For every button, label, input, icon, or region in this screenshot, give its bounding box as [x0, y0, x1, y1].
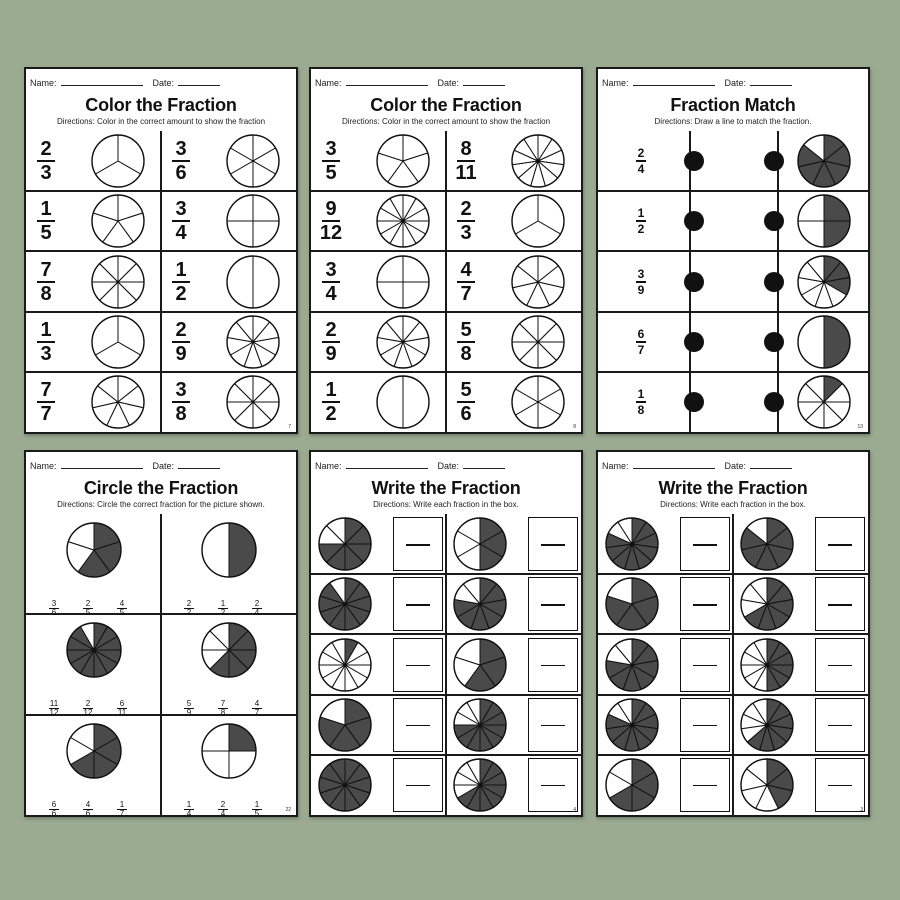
pie-slice	[253, 256, 279, 308]
name-date-row	[30, 77, 292, 88]
fraction-circle[interactable]	[510, 193, 566, 249]
worksheet-header	[26, 69, 296, 131]
fraction-option[interactable]	[181, 700, 197, 717]
fraction-circle[interactable]	[375, 133, 431, 189]
answer-box[interactable]	[528, 758, 578, 812]
numerator: 5	[186, 699, 192, 709]
fraction-option[interactable]	[114, 600, 130, 617]
denominator: 4	[220, 808, 226, 818]
fraction-circle[interactable]	[739, 697, 795, 753]
fraction-circle[interactable]	[90, 254, 146, 310]
name-blank[interactable]	[633, 77, 715, 86]
directions: Directions: Color in the correct amount to show the fraction	[341, 117, 551, 126]
date-blank[interactable]	[463, 460, 505, 469]
fraction-option[interactable]	[46, 700, 62, 717]
numerator: 3	[325, 138, 337, 161]
fraction-line	[541, 604, 565, 606]
fraction-circle[interactable]	[796, 374, 852, 430]
fraction-circle[interactable]	[452, 757, 508, 813]
page-number: 4	[573, 807, 576, 813]
fraction-circle[interactable]	[65, 722, 123, 780]
denominator: 12	[83, 708, 93, 718]
fraction-circle[interactable]	[225, 133, 281, 189]
denominator: 4	[186, 808, 192, 818]
fraction-circle[interactable]	[200, 621, 258, 679]
answer-box[interactable]	[528, 698, 578, 752]
numerator: 2	[85, 699, 91, 709]
pie-slice	[377, 376, 403, 428]
answer-box[interactable]	[528, 517, 578, 571]
fraction-circle[interactable]	[225, 193, 281, 249]
fraction-circle[interactable]	[739, 757, 795, 813]
worksheet-title: Write the Fraction	[371, 478, 521, 498]
denominator: 7	[637, 342, 645, 357]
denominator: 12	[49, 708, 59, 718]
answer-box[interactable]	[680, 698, 730, 752]
numerator: 4	[85, 799, 91, 809]
pie-slice	[227, 256, 253, 308]
fraction-line	[693, 785, 717, 787]
denominator: 2	[325, 402, 337, 425]
fraction-label	[634, 147, 648, 175]
worksheet-header	[311, 69, 581, 131]
date-label: Date:	[724, 461, 747, 471]
fraction-label	[169, 260, 193, 304]
fraction-option[interactable]	[249, 801, 265, 818]
numerator: 9	[325, 198, 337, 221]
answer-box[interactable]	[680, 577, 730, 631]
fraction-option[interactable]	[181, 801, 197, 818]
fraction-option[interactable]	[80, 700, 96, 717]
numerator: 3	[175, 198, 187, 221]
fraction-option[interactable]	[215, 801, 231, 818]
match-dot-left[interactable]	[684, 151, 704, 171]
denominator: 7	[254, 708, 260, 718]
name-label: Name:	[315, 461, 342, 471]
pie-slice	[824, 316, 850, 368]
worksheet-header	[598, 452, 868, 514]
directions: Directions: Write each fraction in the box.	[660, 500, 806, 509]
date-label: Date:	[437, 78, 460, 88]
denominator: 6	[85, 808, 91, 818]
fraction-line	[406, 725, 430, 727]
numerator: 2	[220, 799, 226, 809]
denominator: 8	[460, 342, 472, 365]
fraction-circle[interactable]	[604, 576, 660, 632]
name-label: Name:	[315, 78, 342, 88]
fraction-circle[interactable]	[375, 193, 431, 249]
date-label: Date:	[724, 78, 747, 88]
fraction-line	[828, 544, 852, 546]
numerator: 6	[119, 699, 125, 709]
fraction-label	[169, 199, 193, 243]
fraction-label	[34, 380, 58, 424]
numerator: 3	[325, 258, 337, 281]
answer-box[interactable]	[680, 517, 730, 571]
fraction-option[interactable]	[181, 600, 197, 617]
numerator: 8	[460, 138, 472, 161]
answer-box[interactable]	[815, 758, 865, 812]
fraction-circle[interactable]	[510, 133, 566, 189]
denominator: 8	[175, 402, 187, 425]
page-number: 3	[860, 807, 863, 813]
fraction-circle[interactable]	[796, 314, 852, 370]
denominator: 2	[175, 282, 187, 305]
name-label: Name:	[602, 78, 629, 88]
numerator: 1	[637, 206, 645, 221]
numerator: 1	[40, 198, 52, 221]
fraction-option[interactable]	[215, 600, 231, 617]
numerator: 2	[637, 146, 645, 161]
fraction-circle[interactable]	[796, 254, 852, 310]
name-blank[interactable]	[61, 460, 143, 469]
worksheet	[309, 450, 583, 817]
fraction-line	[541, 544, 565, 546]
worksheet-title: Color the Fraction	[370, 95, 522, 115]
fraction-circle[interactable]	[796, 133, 852, 189]
answer-box[interactable]	[680, 758, 730, 812]
fraction-label	[454, 260, 478, 304]
fraction-label	[34, 139, 58, 183]
fraction-option[interactable]	[80, 600, 96, 617]
name-label: Name:	[30, 461, 57, 471]
denominator: 4	[254, 608, 260, 617]
fraction-circle[interactable]	[90, 133, 146, 189]
fraction-label	[169, 380, 193, 424]
denominator: 2	[186, 608, 192, 617]
worksheet	[309, 67, 583, 434]
numerator: 4	[460, 258, 472, 281]
numerator: 11	[49, 699, 59, 709]
date-blank[interactable]	[178, 460, 220, 469]
numerator: 1	[175, 258, 187, 281]
denominator: 6	[51, 808, 57, 818]
name-date-row	[602, 77, 864, 88]
denominator: 8	[220, 708, 226, 718]
pie-slice	[202, 523, 229, 577]
denominator: 11	[455, 162, 477, 185]
date-blank[interactable]	[750, 77, 792, 86]
fraction-label	[169, 320, 193, 364]
answer-box[interactable]	[393, 758, 443, 812]
numerator: 4	[119, 599, 125, 608]
denominator: 6	[51, 608, 57, 617]
page-number: 22	[285, 807, 291, 813]
fraction-circle[interactable]	[200, 521, 258, 579]
fraction-label	[634, 207, 648, 235]
fraction-line	[406, 604, 430, 606]
name-date-row	[602, 460, 864, 471]
answer-box[interactable]	[815, 577, 865, 631]
numerator: 5	[460, 318, 472, 341]
pie-slice	[403, 376, 429, 428]
numerator: 2	[85, 599, 91, 608]
denominator: 11	[117, 708, 127, 718]
name-label: Name:	[30, 78, 57, 88]
name-date-row	[30, 460, 292, 471]
date-label: Date:	[152, 461, 175, 471]
numerator: 6	[51, 799, 57, 809]
name-blank[interactable]	[61, 77, 143, 86]
fraction-circle[interactable]	[375, 254, 431, 310]
numerator: 2	[175, 318, 187, 341]
fraction-label	[634, 328, 648, 356]
fraction-line	[693, 604, 717, 606]
denominator: 4	[637, 162, 645, 177]
fraction-option[interactable]	[114, 700, 130, 717]
page-number: 13	[857, 424, 863, 430]
fraction-circle[interactable]	[317, 576, 373, 632]
fraction-circle[interactable]	[452, 697, 508, 753]
directions: Directions: Circle the correct fraction for the picture shown.	[57, 500, 265, 509]
fraction-circle[interactable]	[375, 374, 431, 430]
denominator: 7	[119, 808, 125, 818]
directions: Directions: Draw a line to match the fraction.	[654, 117, 812, 126]
denominator: 2	[220, 608, 226, 617]
fraction-circle[interactable]	[604, 516, 660, 572]
fraction-line	[693, 665, 717, 667]
denominator: 9	[186, 708, 192, 718]
numerator: 5	[460, 378, 472, 401]
denominator: 9	[175, 342, 187, 365]
fraction-circle[interactable]	[510, 314, 566, 370]
directions: Directions: Write each fraction in the box.	[373, 500, 519, 509]
fraction-line	[828, 665, 852, 667]
fraction-label	[634, 388, 648, 416]
fraction-option[interactable]	[46, 600, 62, 617]
denominator: 2	[637, 222, 645, 237]
numerator: 3	[51, 599, 57, 608]
numerator: 1	[186, 799, 192, 809]
fraction-label	[634, 268, 648, 296]
fraction-option[interactable]	[215, 700, 231, 717]
page-number: 7	[288, 424, 291, 430]
fraction-circle[interactable]	[65, 621, 123, 679]
numerator: 1	[325, 378, 337, 401]
fraction-circle[interactable]	[510, 254, 566, 310]
fraction-line	[828, 785, 852, 787]
worksheet	[596, 67, 870, 434]
fraction-circle[interactable]	[452, 576, 508, 632]
date-blank[interactable]	[750, 460, 792, 469]
denominator: 5	[85, 608, 91, 617]
fraction-label	[34, 320, 58, 364]
fraction-circle[interactable]	[604, 697, 660, 753]
denominator: 6	[175, 162, 187, 185]
numerator: 1	[220, 599, 226, 608]
denominator: 5	[119, 608, 125, 617]
pie-slice	[798, 316, 824, 368]
worksheet-header	[26, 452, 296, 514]
numerator: 3	[175, 138, 187, 161]
worksheet-title: Circle the Fraction	[83, 478, 239, 498]
fraction-label	[454, 139, 478, 183]
fraction-circle[interactable]	[739, 637, 795, 693]
denominator: 5	[325, 162, 337, 185]
numerator: 7	[40, 378, 52, 401]
fraction-label	[319, 139, 343, 183]
fraction-circle[interactable]	[317, 697, 373, 753]
numerator: 1	[40, 318, 52, 341]
fraction-line	[828, 604, 852, 606]
match-dot-right[interactable]	[764, 272, 784, 292]
answer-box[interactable]	[815, 517, 865, 571]
fraction-circle[interactable]	[375, 314, 431, 370]
fraction-circle[interactable]	[452, 516, 508, 572]
denominator: 9	[325, 342, 337, 365]
numerator: 4	[254, 699, 260, 709]
worksheet-header	[311, 452, 581, 514]
denominator: 7	[40, 402, 52, 425]
name-date-row	[315, 77, 577, 88]
worksheet	[24, 67, 298, 434]
page-number: 8	[573, 424, 576, 430]
fraction-line	[406, 785, 430, 787]
denominator: 8	[40, 282, 52, 305]
fraction-line	[406, 665, 430, 667]
denominator: 5	[40, 222, 52, 245]
fraction-line	[828, 725, 852, 727]
denominator: 8	[637, 402, 645, 417]
numerator: 1	[254, 799, 260, 809]
date-blank[interactable]	[178, 77, 220, 86]
denominator: 3	[460, 222, 472, 245]
fraction-line	[541, 665, 565, 667]
numerator: 2	[254, 599, 260, 608]
fraction-line	[541, 725, 565, 727]
fraction-circle[interactable]	[65, 521, 123, 579]
fraction-label	[319, 260, 343, 304]
denominator: 3	[40, 342, 52, 365]
fraction-circle[interactable]	[317, 516, 373, 572]
worksheet-title: Fraction Match	[670, 95, 796, 115]
fraction-circle[interactable]	[317, 637, 373, 693]
answer-box[interactable]	[680, 638, 730, 692]
answer-box[interactable]	[528, 638, 578, 692]
fraction-circle[interactable]	[90, 314, 146, 370]
fraction-label	[454, 320, 478, 364]
denominator: 7	[460, 282, 472, 305]
fraction-line	[406, 544, 430, 546]
fraction-label	[454, 380, 478, 424]
fraction-option[interactable]	[80, 801, 96, 818]
worksheet	[596, 450, 870, 817]
answer-box[interactable]	[393, 698, 443, 752]
fraction-option[interactable]	[46, 801, 62, 818]
fraction-line	[693, 544, 717, 546]
denominator: 9	[637, 282, 645, 297]
fraction-option[interactable]	[249, 600, 265, 617]
answer-box[interactable]	[393, 577, 443, 631]
fraction-label	[169, 139, 193, 183]
fraction-label	[34, 260, 58, 304]
fraction-circle[interactable]	[510, 374, 566, 430]
denominator: 3	[40, 162, 52, 185]
name-blank[interactable]	[346, 77, 428, 86]
fraction-label	[454, 199, 478, 243]
date-label: Date:	[152, 78, 175, 88]
numerator: 6	[637, 326, 645, 341]
pie-slice	[229, 523, 256, 577]
fraction-line	[541, 785, 565, 787]
name-blank[interactable]	[346, 460, 428, 469]
numerator: 3	[175, 378, 187, 401]
match-dot-left[interactable]	[684, 272, 704, 292]
date-label: Date:	[437, 461, 460, 471]
directions: Directions: Color in the correct amount to show the fraction	[56, 117, 266, 126]
date-blank[interactable]	[463, 77, 505, 86]
fraction-circle[interactable]	[317, 757, 373, 813]
denominator: 4	[175, 222, 187, 245]
match-dot-left[interactable]	[684, 332, 704, 352]
worksheet-title: Color the Fraction	[85, 95, 237, 115]
denominator: 6	[460, 402, 472, 425]
fraction-circle[interactable]	[90, 193, 146, 249]
fraction-circle[interactable]	[604, 637, 660, 693]
worksheet-title: Write the Fraction	[658, 478, 808, 498]
worksheet	[24, 450, 298, 817]
answer-box[interactable]	[815, 698, 865, 752]
numerator: 3	[637, 266, 645, 281]
fraction-circle[interactable]	[90, 374, 146, 430]
answer-box[interactable]	[815, 638, 865, 692]
numerator: 2	[186, 599, 192, 608]
numerator: 1	[119, 799, 125, 809]
fraction-label	[319, 380, 343, 424]
match-dot-right[interactable]	[764, 332, 784, 352]
fraction-circle[interactable]	[225, 314, 281, 370]
match-dot-left[interactable]	[684, 392, 704, 412]
fraction-circle[interactable]	[739, 576, 795, 632]
fraction-circle[interactable]	[200, 722, 258, 780]
fraction-line	[693, 725, 717, 727]
denominator: 12	[319, 222, 343, 245]
fraction-label	[319, 199, 343, 243]
fraction-circle[interactable]	[796, 193, 852, 249]
name-blank[interactable]	[633, 460, 715, 469]
match-dot-right[interactable]	[764, 151, 784, 171]
numerator: 1	[637, 386, 645, 401]
fraction-circle[interactable]	[452, 637, 508, 693]
fraction-label	[34, 199, 58, 243]
fraction-circle[interactable]	[739, 516, 795, 572]
answer-box[interactable]	[393, 638, 443, 692]
name-date-row	[315, 460, 577, 471]
fraction-circle[interactable]	[604, 757, 660, 813]
fraction-circle[interactable]	[225, 254, 281, 310]
fraction-option[interactable]	[114, 801, 130, 818]
match-dot-right[interactable]	[764, 392, 784, 412]
denominator: 4	[325, 282, 337, 305]
numerator: 2	[460, 198, 472, 221]
fraction-circle[interactable]	[225, 374, 281, 430]
fraction-label	[319, 320, 343, 364]
numerator: 7	[40, 258, 52, 281]
worksheet-header	[598, 69, 868, 131]
numerator: 2	[325, 318, 337, 341]
numerator: 2	[40, 138, 52, 161]
fraction-option[interactable]	[249, 700, 265, 717]
answer-box[interactable]	[393, 517, 443, 571]
denominator: 5	[254, 808, 260, 818]
name-label: Name:	[602, 461, 629, 471]
answer-box[interactable]	[528, 577, 578, 631]
numerator: 7	[220, 699, 226, 709]
